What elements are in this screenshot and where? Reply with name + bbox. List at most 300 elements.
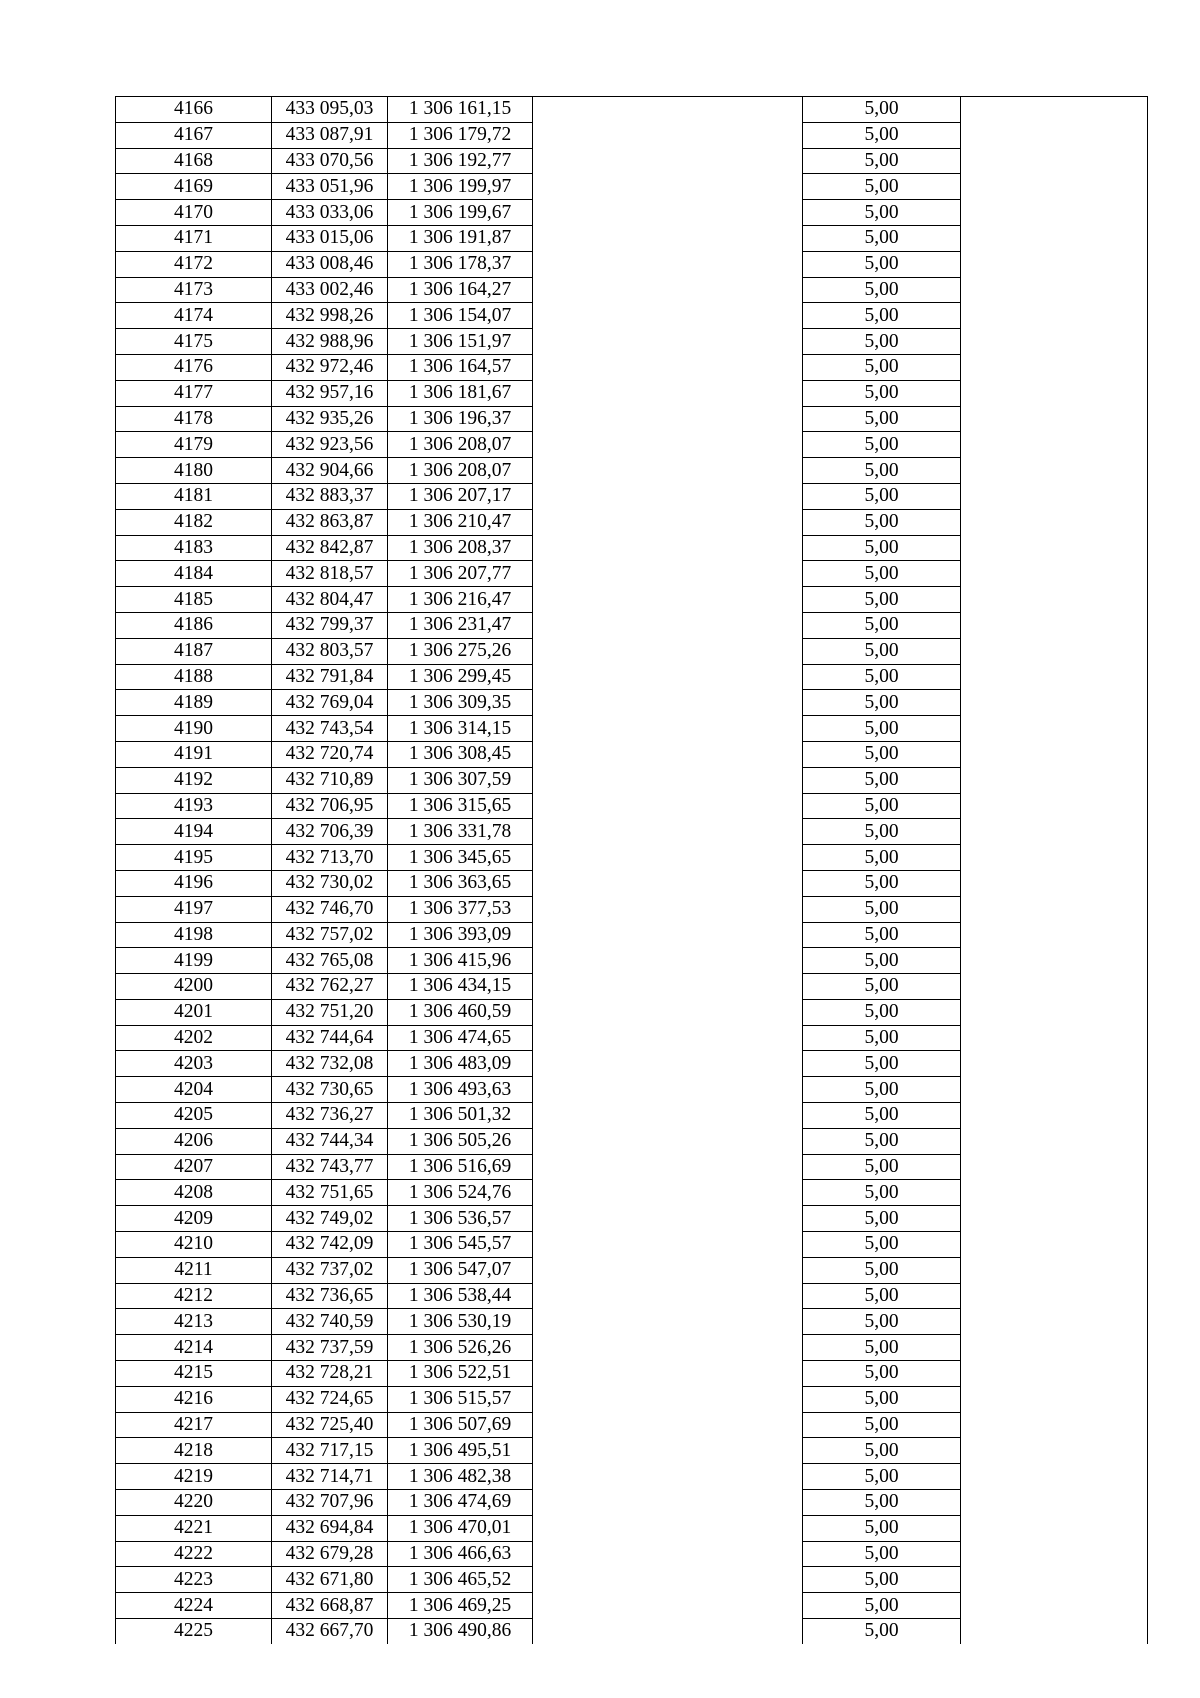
- y-coordinate-cell: 1 306 179,72: [388, 122, 533, 148]
- y-coordinate-cell: 1 306 196,37: [388, 406, 533, 432]
- x-coordinate-cell: 432 842,87: [272, 535, 388, 561]
- empty-cell: [961, 1128, 1148, 1154]
- distance-cell: 5,00: [803, 1541, 961, 1567]
- empty-cell: [533, 896, 803, 922]
- point-number-cell: 4215: [116, 1361, 272, 1387]
- y-coordinate-cell: 1 306 299,45: [388, 664, 533, 690]
- distance-cell: 5,00: [803, 870, 961, 896]
- x-coordinate-cell: 432 957,16: [272, 380, 388, 406]
- y-coordinate-cell: 1 306 216,47: [388, 587, 533, 613]
- table-row: [116, 922, 1148, 948]
- empty-cell: [533, 793, 803, 819]
- x-coordinate-cell: 432 799,37: [272, 612, 388, 638]
- y-coordinate-cell: 1 306 483,09: [388, 1051, 533, 1077]
- x-coordinate-cell: 432 667,70: [272, 1619, 388, 1644]
- empty-cell: [961, 1154, 1148, 1180]
- y-coordinate-cell: 1 306 331,78: [388, 819, 533, 845]
- x-coordinate-cell: 433 095,03: [272, 97, 388, 123]
- x-coordinate-cell: 432 707,96: [272, 1490, 388, 1516]
- point-number-cell: 4187: [116, 638, 272, 664]
- point-number-cell: 4206: [116, 1128, 272, 1154]
- table-row: [116, 1412, 1148, 1438]
- table-row: [116, 948, 1148, 974]
- table-row: [116, 122, 1148, 148]
- empty-cell: [961, 922, 1148, 948]
- empty-cell: [961, 1515, 1148, 1541]
- distance-cell: 5,00: [803, 1051, 961, 1077]
- point-number-cell: 4175: [116, 329, 272, 355]
- y-coordinate-cell: 1 306 275,26: [388, 638, 533, 664]
- distance-cell: 5,00: [803, 793, 961, 819]
- empty-cell: [533, 587, 803, 613]
- y-coordinate-cell: 1 306 199,97: [388, 174, 533, 200]
- distance-cell: 5,00: [803, 1490, 961, 1516]
- empty-cell: [533, 1232, 803, 1258]
- table-row: [116, 225, 1148, 251]
- x-coordinate-cell: 433 008,46: [272, 251, 388, 277]
- distance-cell: 5,00: [803, 535, 961, 561]
- x-coordinate-cell: 432 751,65: [272, 1180, 388, 1206]
- distance-cell: 5,00: [803, 845, 961, 871]
- empty-cell: [961, 1464, 1148, 1490]
- x-coordinate-cell: 432 742,09: [272, 1232, 388, 1258]
- empty-cell: [961, 458, 1148, 484]
- empty-cell: [533, 1335, 803, 1361]
- point-number-cell: 4195: [116, 845, 272, 871]
- y-coordinate-cell: 1 306 493,63: [388, 1077, 533, 1103]
- table-row: [116, 200, 1148, 226]
- table-row: [116, 97, 1148, 123]
- x-coordinate-cell: 432 769,04: [272, 690, 388, 716]
- x-coordinate-cell: 432 883,37: [272, 483, 388, 509]
- y-coordinate-cell: 1 306 516,69: [388, 1154, 533, 1180]
- point-number-cell: 4217: [116, 1412, 272, 1438]
- distance-cell: 5,00: [803, 1077, 961, 1103]
- empty-cell: [533, 329, 803, 355]
- y-coordinate-cell: 1 306 474,69: [388, 1490, 533, 1516]
- empty-cell: [961, 1412, 1148, 1438]
- x-coordinate-cell: 432 714,71: [272, 1464, 388, 1490]
- table-row: [116, 1077, 1148, 1103]
- empty-cell: [533, 432, 803, 458]
- y-coordinate-cell: 1 306 207,77: [388, 561, 533, 587]
- y-coordinate-cell: 1 306 208,07: [388, 432, 533, 458]
- distance-cell: 5,00: [803, 380, 961, 406]
- point-number-cell: 4210: [116, 1232, 272, 1258]
- distance-cell: 5,00: [803, 225, 961, 251]
- coordinates-table-body: [116, 97, 1148, 1644]
- x-coordinate-cell: 432 706,95: [272, 793, 388, 819]
- empty-cell: [961, 1567, 1148, 1593]
- x-coordinate-cell: 432 724,65: [272, 1386, 388, 1412]
- x-coordinate-cell: 432 804,47: [272, 587, 388, 613]
- y-coordinate-cell: 1 306 192,77: [388, 148, 533, 174]
- empty-cell: [533, 922, 803, 948]
- point-number-cell: 4170: [116, 200, 272, 226]
- table-row: [116, 535, 1148, 561]
- table-row: [116, 509, 1148, 535]
- empty-cell: [961, 767, 1148, 793]
- y-coordinate-cell: 1 306 469,25: [388, 1593, 533, 1619]
- empty-cell: [533, 1309, 803, 1335]
- table-row: [116, 303, 1148, 329]
- table-row: [116, 1567, 1148, 1593]
- point-number-cell: 4190: [116, 716, 272, 742]
- x-coordinate-cell: 432 725,40: [272, 1412, 388, 1438]
- distance-cell: 5,00: [803, 716, 961, 742]
- distance-cell: 5,00: [803, 1593, 961, 1619]
- distance-cell: 5,00: [803, 819, 961, 845]
- distance-cell: 5,00: [803, 1103, 961, 1129]
- table-row: [116, 1541, 1148, 1567]
- y-coordinate-cell: 1 306 315,65: [388, 793, 533, 819]
- y-coordinate-cell: 1 306 309,35: [388, 690, 533, 716]
- empty-cell: [533, 1283, 803, 1309]
- point-number-cell: 4208: [116, 1180, 272, 1206]
- table-row: [116, 845, 1148, 871]
- empty-cell: [961, 1438, 1148, 1464]
- point-number-cell: 4202: [116, 1025, 272, 1051]
- distance-cell: 5,00: [803, 922, 961, 948]
- empty-cell: [961, 354, 1148, 380]
- table-row: [116, 1309, 1148, 1335]
- table-row: [116, 1154, 1148, 1180]
- y-coordinate-cell: 1 306 178,37: [388, 251, 533, 277]
- point-number-cell: 4205: [116, 1103, 272, 1129]
- point-number-cell: 4178: [116, 406, 272, 432]
- distance-cell: 5,00: [803, 97, 961, 123]
- point-number-cell: 4207: [116, 1154, 272, 1180]
- empty-cell: [533, 535, 803, 561]
- x-coordinate-cell: 432 972,46: [272, 354, 388, 380]
- point-number-cell: 4193: [116, 793, 272, 819]
- distance-cell: 5,00: [803, 458, 961, 484]
- table-row: [116, 1438, 1148, 1464]
- y-coordinate-cell: 1 306 505,26: [388, 1128, 533, 1154]
- distance-cell: 5,00: [803, 1309, 961, 1335]
- point-number-cell: 4184: [116, 561, 272, 587]
- empty-cell: [533, 1464, 803, 1490]
- y-coordinate-cell: 1 306 524,76: [388, 1180, 533, 1206]
- table-row: [116, 1257, 1148, 1283]
- empty-cell: [533, 690, 803, 716]
- point-number-cell: 4181: [116, 483, 272, 509]
- empty-cell: [533, 741, 803, 767]
- x-coordinate-cell: 432 737,59: [272, 1335, 388, 1361]
- y-coordinate-cell: 1 306 231,47: [388, 612, 533, 638]
- table-row: [116, 896, 1148, 922]
- y-coordinate-cell: 1 306 393,09: [388, 922, 533, 948]
- x-coordinate-cell: 432 740,59: [272, 1309, 388, 1335]
- y-coordinate-cell: 1 306 363,65: [388, 870, 533, 896]
- empty-cell: [533, 509, 803, 535]
- x-coordinate-cell: 432 694,84: [272, 1515, 388, 1541]
- x-coordinate-cell: 433 033,06: [272, 200, 388, 226]
- empty-cell: [533, 1412, 803, 1438]
- distance-cell: 5,00: [803, 664, 961, 690]
- y-coordinate-cell: 1 306 507,69: [388, 1412, 533, 1438]
- x-coordinate-cell: 433 087,91: [272, 122, 388, 148]
- point-number-cell: 4169: [116, 174, 272, 200]
- table-row: [116, 1025, 1148, 1051]
- table-row: [116, 1232, 1148, 1258]
- table-row: [116, 638, 1148, 664]
- table-row: [116, 1051, 1148, 1077]
- point-number-cell: 4174: [116, 303, 272, 329]
- distance-cell: 5,00: [803, 1515, 961, 1541]
- y-coordinate-cell: 1 306 151,97: [388, 329, 533, 355]
- table-row: [116, 1464, 1148, 1490]
- y-coordinate-cell: 1 306 415,96: [388, 948, 533, 974]
- table-row: [116, 380, 1148, 406]
- empty-cell: [533, 1051, 803, 1077]
- x-coordinate-cell: 432 744,64: [272, 1025, 388, 1051]
- empty-cell: [961, 690, 1148, 716]
- y-coordinate-cell: 1 306 515,57: [388, 1386, 533, 1412]
- empty-cell: [961, 1490, 1148, 1516]
- distance-cell: 5,00: [803, 1206, 961, 1232]
- table-row: [116, 999, 1148, 1025]
- distance-cell: 5,00: [803, 767, 961, 793]
- empty-cell: [533, 1103, 803, 1129]
- empty-cell: [533, 561, 803, 587]
- x-coordinate-cell: 432 706,39: [272, 819, 388, 845]
- point-number-cell: 4225: [116, 1619, 272, 1644]
- x-coordinate-cell: 432 668,87: [272, 1593, 388, 1619]
- empty-cell: [961, 1025, 1148, 1051]
- x-coordinate-cell: 432 762,27: [272, 974, 388, 1000]
- y-coordinate-cell: 1 306 345,65: [388, 845, 533, 871]
- distance-cell: 5,00: [803, 483, 961, 509]
- y-coordinate-cell: 1 306 545,57: [388, 1232, 533, 1258]
- table-row: [116, 1283, 1148, 1309]
- point-number-cell: 4185: [116, 587, 272, 613]
- x-coordinate-cell: 432 730,02: [272, 870, 388, 896]
- y-coordinate-cell: 1 306 530,19: [388, 1309, 533, 1335]
- table-row: [116, 612, 1148, 638]
- empty-cell: [961, 612, 1148, 638]
- y-coordinate-cell: 1 306 474,65: [388, 1025, 533, 1051]
- empty-cell: [961, 406, 1148, 432]
- empty-cell: [961, 1386, 1148, 1412]
- y-coordinate-cell: 1 306 434,15: [388, 974, 533, 1000]
- y-coordinate-cell: 1 306 208,07: [388, 458, 533, 484]
- empty-cell: [961, 561, 1148, 587]
- empty-cell: [961, 638, 1148, 664]
- empty-cell: [533, 303, 803, 329]
- point-number-cell: 4180: [116, 458, 272, 484]
- empty-cell: [533, 458, 803, 484]
- table-row: [116, 793, 1148, 819]
- point-number-cell: 4173: [116, 277, 272, 303]
- empty-cell: [533, 200, 803, 226]
- y-coordinate-cell: 1 306 495,51: [388, 1438, 533, 1464]
- point-number-cell: 4201: [116, 999, 272, 1025]
- y-coordinate-cell: 1 306 460,59: [388, 999, 533, 1025]
- point-number-cell: 4198: [116, 922, 272, 948]
- empty-cell: [533, 1490, 803, 1516]
- table-row: [116, 1206, 1148, 1232]
- table-row: [116, 1515, 1148, 1541]
- empty-cell: [961, 1541, 1148, 1567]
- distance-cell: 5,00: [803, 329, 961, 355]
- distance-cell: 5,00: [803, 1412, 961, 1438]
- table-row: [116, 1593, 1148, 1619]
- y-coordinate-cell: 1 306 161,15: [388, 97, 533, 123]
- x-coordinate-cell: 432 744,34: [272, 1128, 388, 1154]
- distance-cell: 5,00: [803, 1438, 961, 1464]
- point-number-cell: 4211: [116, 1257, 272, 1283]
- distance-cell: 5,00: [803, 1128, 961, 1154]
- y-coordinate-cell: 1 306 191,87: [388, 225, 533, 251]
- empty-cell: [533, 974, 803, 1000]
- point-number-cell: 4182: [116, 509, 272, 535]
- x-coordinate-cell: 432 904,66: [272, 458, 388, 484]
- point-number-cell: 4220: [116, 1490, 272, 1516]
- point-number-cell: 4166: [116, 97, 272, 123]
- empty-cell: [961, 870, 1148, 896]
- table-row: [116, 1103, 1148, 1129]
- empty-cell: [533, 174, 803, 200]
- y-coordinate-cell: 1 306 208,37: [388, 535, 533, 561]
- empty-cell: [533, 819, 803, 845]
- table-row: [116, 277, 1148, 303]
- x-coordinate-cell: 432 749,02: [272, 1206, 388, 1232]
- x-coordinate-cell: 432 736,27: [272, 1103, 388, 1129]
- distance-cell: 5,00: [803, 612, 961, 638]
- coordinates-table: [115, 96, 1148, 1644]
- distance-cell: 5,00: [803, 1232, 961, 1258]
- table-row: [116, 354, 1148, 380]
- empty-cell: [961, 1103, 1148, 1129]
- x-coordinate-cell: 432 803,57: [272, 638, 388, 664]
- empty-cell: [961, 380, 1148, 406]
- distance-cell: 5,00: [803, 896, 961, 922]
- point-number-cell: 4172: [116, 251, 272, 277]
- table-row: [116, 1361, 1148, 1387]
- x-coordinate-cell: 432 765,08: [272, 948, 388, 974]
- y-coordinate-cell: 1 306 210,47: [388, 509, 533, 535]
- x-coordinate-cell: 432 717,15: [272, 1438, 388, 1464]
- empty-cell: [533, 1438, 803, 1464]
- table-row: [116, 587, 1148, 613]
- empty-cell: [533, 1515, 803, 1541]
- point-number-cell: 4214: [116, 1335, 272, 1361]
- empty-cell: [961, 483, 1148, 509]
- distance-cell: 5,00: [803, 277, 961, 303]
- point-number-cell: 4168: [116, 148, 272, 174]
- y-coordinate-cell: 1 306 538,44: [388, 1283, 533, 1309]
- point-number-cell: 4186: [116, 612, 272, 638]
- empty-cell: [961, 277, 1148, 303]
- distance-cell: 5,00: [803, 1335, 961, 1361]
- empty-cell: [533, 845, 803, 871]
- table-row: [116, 1180, 1148, 1206]
- empty-cell: [533, 664, 803, 690]
- empty-cell: [961, 329, 1148, 355]
- y-coordinate-cell: 1 306 490,86: [388, 1619, 533, 1644]
- point-number-cell: 4213: [116, 1309, 272, 1335]
- empty-cell: [533, 1619, 803, 1644]
- empty-cell: [961, 1309, 1148, 1335]
- distance-cell: 5,00: [803, 741, 961, 767]
- empty-cell: [961, 1232, 1148, 1258]
- y-coordinate-cell: 1 306 164,27: [388, 277, 533, 303]
- point-number-cell: 4197: [116, 896, 272, 922]
- table-row: [116, 767, 1148, 793]
- y-coordinate-cell: 1 306 466,63: [388, 1541, 533, 1567]
- y-coordinate-cell: 1 306 307,59: [388, 767, 533, 793]
- y-coordinate-cell: 1 306 199,67: [388, 200, 533, 226]
- distance-cell: 5,00: [803, 1154, 961, 1180]
- y-coordinate-cell: 1 306 536,57: [388, 1206, 533, 1232]
- distance-cell: 5,00: [803, 974, 961, 1000]
- table-row: [116, 1619, 1148, 1644]
- empty-cell: [961, 1361, 1148, 1387]
- x-coordinate-cell: 432 713,70: [272, 845, 388, 871]
- distance-cell: 5,00: [803, 1283, 961, 1309]
- table-row: [116, 690, 1148, 716]
- empty-cell: [533, 251, 803, 277]
- point-number-cell: 4216: [116, 1386, 272, 1412]
- point-number-cell: 4189: [116, 690, 272, 716]
- y-coordinate-cell: 1 306 526,26: [388, 1335, 533, 1361]
- empty-cell: [961, 664, 1148, 690]
- empty-cell: [533, 122, 803, 148]
- x-coordinate-cell: 432 746,70: [272, 896, 388, 922]
- x-coordinate-cell: 432 923,56: [272, 432, 388, 458]
- x-coordinate-cell: 432 743,77: [272, 1154, 388, 1180]
- empty-cell: [533, 1361, 803, 1387]
- table-row: [116, 432, 1148, 458]
- x-coordinate-cell: 432 730,65: [272, 1077, 388, 1103]
- distance-cell: 5,00: [803, 638, 961, 664]
- x-coordinate-cell: 432 743,54: [272, 716, 388, 742]
- point-number-cell: 4179: [116, 432, 272, 458]
- x-coordinate-cell: 432 751,20: [272, 999, 388, 1025]
- empty-cell: [961, 1051, 1148, 1077]
- y-coordinate-cell: 1 306 308,45: [388, 741, 533, 767]
- empty-cell: [961, 793, 1148, 819]
- empty-cell: [533, 870, 803, 896]
- y-coordinate-cell: 1 306 501,32: [388, 1103, 533, 1129]
- point-number-cell: 4192: [116, 767, 272, 793]
- table-row: [116, 974, 1148, 1000]
- empty-cell: [533, 999, 803, 1025]
- point-number-cell: 4177: [116, 380, 272, 406]
- empty-cell: [961, 225, 1148, 251]
- empty-cell: [961, 122, 1148, 148]
- distance-cell: 5,00: [803, 432, 961, 458]
- point-number-cell: 4224: [116, 1593, 272, 1619]
- x-coordinate-cell: 432 791,84: [272, 664, 388, 690]
- empty-cell: [961, 97, 1148, 123]
- table-row: [116, 1335, 1148, 1361]
- distance-cell: 5,00: [803, 200, 961, 226]
- empty-cell: [961, 741, 1148, 767]
- x-coordinate-cell: 432 736,65: [272, 1283, 388, 1309]
- empty-cell: [961, 819, 1148, 845]
- x-coordinate-cell: 432 710,89: [272, 767, 388, 793]
- distance-cell: 5,00: [803, 148, 961, 174]
- distance-cell: 5,00: [803, 587, 961, 613]
- table-row: [116, 741, 1148, 767]
- point-number-cell: 4222: [116, 1541, 272, 1567]
- empty-cell: [533, 406, 803, 432]
- empty-cell: [961, 1180, 1148, 1206]
- empty-cell: [961, 845, 1148, 871]
- point-number-cell: 4176: [116, 354, 272, 380]
